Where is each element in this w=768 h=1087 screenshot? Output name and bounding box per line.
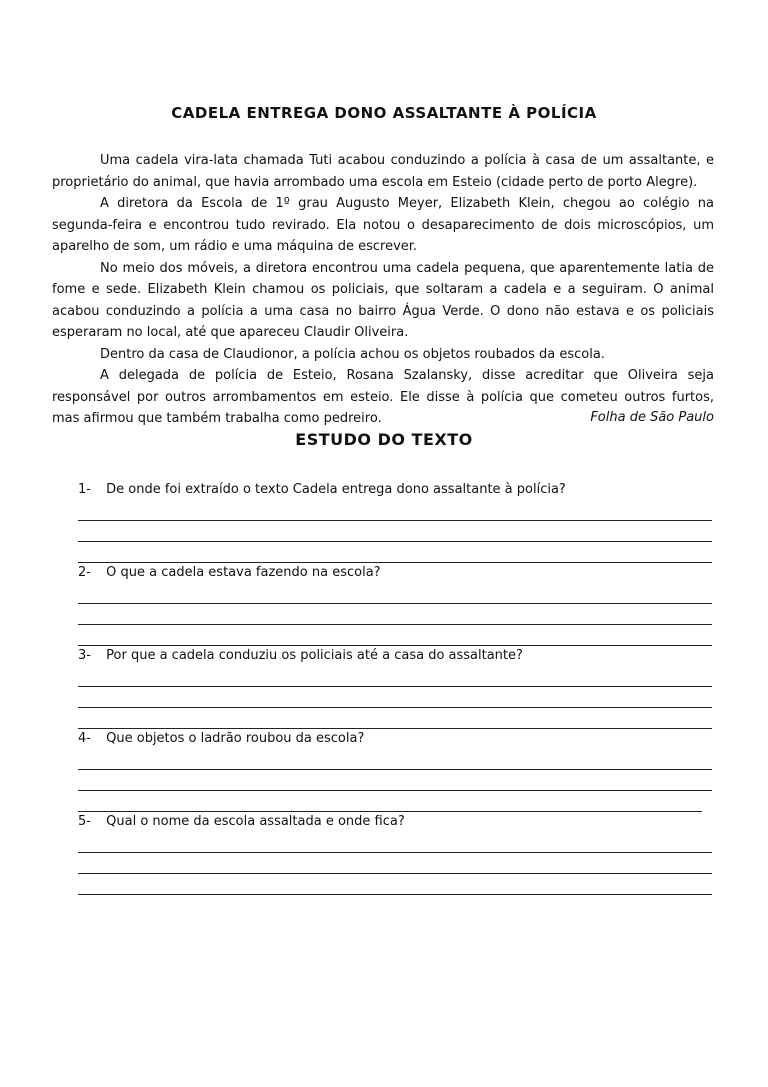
article-title: CADELA ENTREGA DONO ASSALTANTE À POLÍCIA [171, 104, 597, 122]
question-number: 5- [78, 814, 91, 829]
section-title: ESTUDO DO TEXTO [295, 430, 473, 449]
question-number: 1- [78, 482, 91, 497]
question-text [78, 563, 712, 583]
article-paragraph: A delegada de polícia de Esteio, Rosana Szalansky, disse acreditar que Oliveira seja responsável por outros arrombamentos em esteio. Ele disse à polícia que cometeu outros furtos, mas afirmou que também trabalha como pedreiro. [52, 368, 714, 426]
answer-line[interactable] [78, 749, 712, 770]
answer-line[interactable] [78, 542, 712, 563]
question-prompt: Qual o nome da escola assaltada e onde fica? [106, 814, 405, 829]
answer-line[interactable] [78, 625, 712, 646]
answer-line[interactable] [78, 500, 712, 521]
answer-line[interactable] [78, 666, 712, 687]
answer-line[interactable] [78, 687, 712, 708]
question-text [78, 812, 712, 832]
question-list [78, 480, 712, 895]
question-text [78, 729, 712, 749]
article-paragraph: No meio dos móveis, a diretora encontrou uma cadela pequena, que aparentemente latia de fome e sede. Elizabeth Klein chamou os policiais, que soltaram a cadela e a seguiram. O animal acabou conduzindo a polícia a uma casa no bairro Água Verde. O dono não estava e os policiais esperaram no local, até que apareceu Claudir Oliveira. [52, 260, 714, 340]
question-number: 2- [78, 565, 91, 580]
question-number: 4- [78, 731, 91, 746]
answer-line[interactable] [78, 604, 712, 625]
answer-line[interactable] [78, 583, 712, 604]
question-prompt: De onde foi extraído o texto Cadela entrega dono assaltante à polícia? [106, 482, 566, 497]
question-text [78, 646, 712, 666]
question-item [78, 729, 712, 812]
article-source: Folha de São Paulo [590, 410, 714, 425]
question-number: 3- [78, 648, 91, 663]
answer-line[interactable] [78, 832, 712, 853]
answer-line[interactable] [78, 791, 702, 812]
question-item [78, 480, 712, 563]
answer-line[interactable] [78, 874, 712, 895]
question-item [78, 646, 712, 729]
article-paragraph: A diretora da Escola de 1º grau Augusto Meyer, Elizabeth Klein, chegou ao colégio na segunda-feira e encontrou tudo revirado. Ela notou o desaparecimento de dois microscópios, um aparelho de som, um rádio e uma máquina de escrever. [52, 196, 714, 254]
answer-line[interactable] [78, 708, 712, 729]
answer-line[interactable] [78, 853, 712, 874]
question-prompt: Que objetos o ladrão roubou da escola? [106, 731, 365, 746]
article-body [52, 150, 714, 430]
article-paragraph: Uma cadela vira-lata chamada Tuti acabou conduzindo a polícia à casa de um assaltante, e proprietário do animal, que havia arrombado uma escola em Esteio (cidade perto de porto Alegre). [52, 153, 714, 190]
article-paragraph: Dentro da casa de Claudionor, a polícia achou os objetos roubados da escola. [100, 346, 605, 362]
question-item [78, 812, 712, 895]
question-item [78, 563, 712, 646]
question-prompt: O que a cadela estava fazendo na escola? [106, 565, 381, 580]
answer-line[interactable] [78, 770, 712, 791]
question-text [78, 480, 712, 500]
answer-line[interactable] [78, 521, 712, 542]
question-prompt: Por que a cadela conduziu os policiais até a casa do assaltante? [106, 648, 523, 663]
